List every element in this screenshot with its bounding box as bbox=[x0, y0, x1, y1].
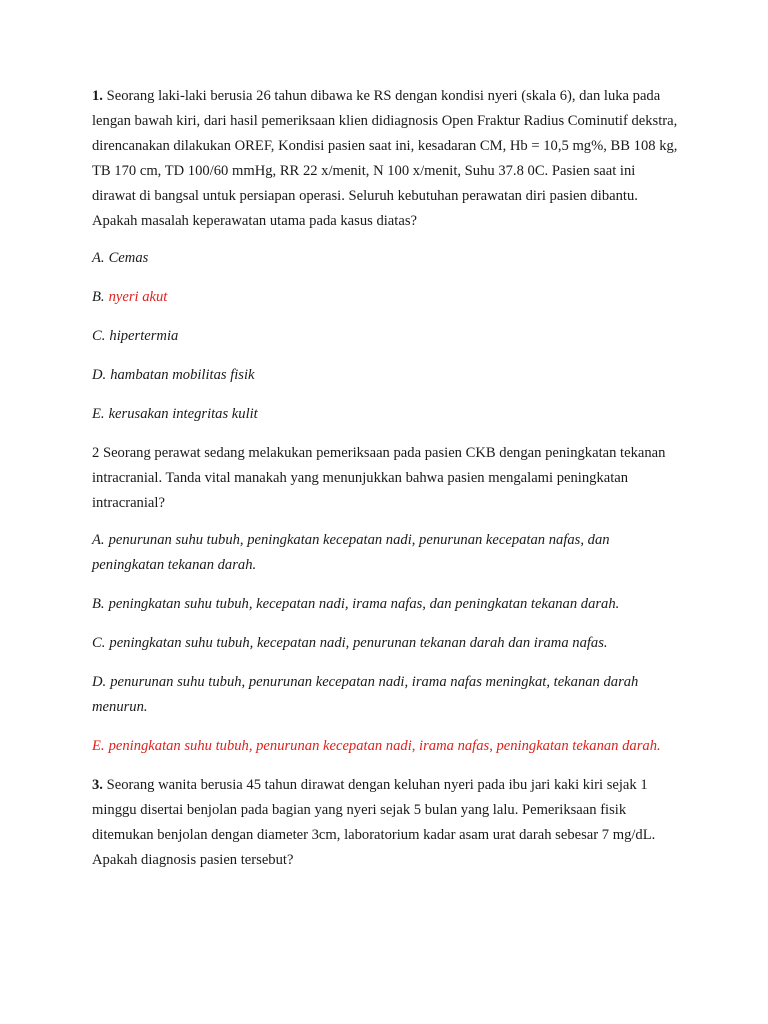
document-page bbox=[92, 84, 682, 885]
option-letter: C. bbox=[92, 635, 106, 651]
option-letter: B. bbox=[92, 596, 105, 612]
option-letter: C. bbox=[92, 328, 106, 344]
question-text: Seorang wanita berusia 45 tahun dirawat dengan keluhan nyeri pada ibu jari kaki kiri sejak 1 minggu disertai benjolan pada bagian yang nyeri sejak 5 bulan yang lalu. Pemeriksaan fisik ditemukan benjolan dengan diameter 3cm, laboratorium kadar asam urat darah sebesar 7 mg/dL. Apakah diagnosis pasien tersebut? bbox=[92, 777, 656, 868]
option-1d bbox=[92, 363, 682, 388]
option-2e-correct bbox=[92, 734, 682, 759]
option-text: penurunan suhu tubuh, peningkatan kecepatan nadi, penurunan kecepatan nafas, dan peningkatan tekanan darah. bbox=[92, 532, 610, 573]
question-2 bbox=[92, 441, 682, 516]
option-1e bbox=[92, 402, 682, 427]
question-number: 1. bbox=[92, 88, 103, 104]
option-text: peningkatan suhu tubuh, kecepatan nadi, penurunan tekanan darah dan irama nafas. bbox=[109, 635, 608, 651]
question-1 bbox=[92, 84, 682, 234]
question-text: Seorang laki-laki berusia 26 tahun dibawa ke RS dengan kondisi nyeri (skala 6), dan luka pada lengan bawah kiri, dari hasil pemeriksaan klien didiagnosis Open Fraktur Radius Cominutif dekstra, direncanakan dilakukan OREF, Kondisi pasien saat ini, kesadaran CM, Hb = 10,5 mg%, BB 108 kg, TB 170 cm, TD 100/60 mmHg, RR 22 x/menit, N 100 x/menit, Suhu 37.8 0C. Pasien saat ini dirawat di bangsal untuk persiapan operasi. Seluruh kebutuhan perawatan diri pasien dibantu. Apakah masalah keperawatan utama pada kasus diatas? bbox=[92, 88, 678, 229]
option-text: kerusakan integritas kulit bbox=[108, 406, 258, 422]
question-number: 3. bbox=[92, 777, 103, 793]
option-2a bbox=[92, 528, 682, 578]
option-1a bbox=[92, 246, 682, 271]
option-text: peningkatan suhu tubuh, penurunan kecepatan nadi, irama nafas, peningkatan tekanan darah. bbox=[108, 738, 661, 754]
option-text: hambatan mobilitas fisik bbox=[110, 367, 255, 383]
option-2b bbox=[92, 592, 682, 617]
option-1c bbox=[92, 324, 682, 349]
question-number: 2 bbox=[92, 445, 100, 461]
option-1b-correct bbox=[92, 285, 682, 310]
option-text: penurunan suhu tubuh, penurunan kecepatan nadi, irama nafas meningkat, tekanan darah menurun. bbox=[92, 674, 639, 715]
option-text: nyeri akut bbox=[108, 289, 168, 305]
question-3 bbox=[92, 773, 682, 873]
option-letter: E. bbox=[92, 738, 105, 754]
option-letter: E. bbox=[92, 406, 105, 422]
option-text: peningkatan suhu tubuh, kecepatan nadi, irama nafas, dan peningkatan tekanan darah. bbox=[108, 596, 620, 612]
option-letter: A. bbox=[92, 250, 105, 266]
option-letter: D. bbox=[92, 367, 107, 383]
option-text: hipertermia bbox=[109, 328, 179, 344]
option-text: Cemas bbox=[108, 250, 149, 266]
option-2d bbox=[92, 670, 682, 720]
option-2c bbox=[92, 631, 682, 656]
option-letter: D. bbox=[92, 674, 107, 690]
option-letter: A. bbox=[92, 532, 105, 548]
option-letter: B. bbox=[92, 289, 105, 305]
question-text: Seorang perawat sedang melakukan pemeriksaan pada pasien CKB dengan peningkatan tekanan intracranial. Tanda vital manakah yang menunjukkan bahwa pasien mengalami peningkatan intracranial? bbox=[92, 445, 666, 511]
